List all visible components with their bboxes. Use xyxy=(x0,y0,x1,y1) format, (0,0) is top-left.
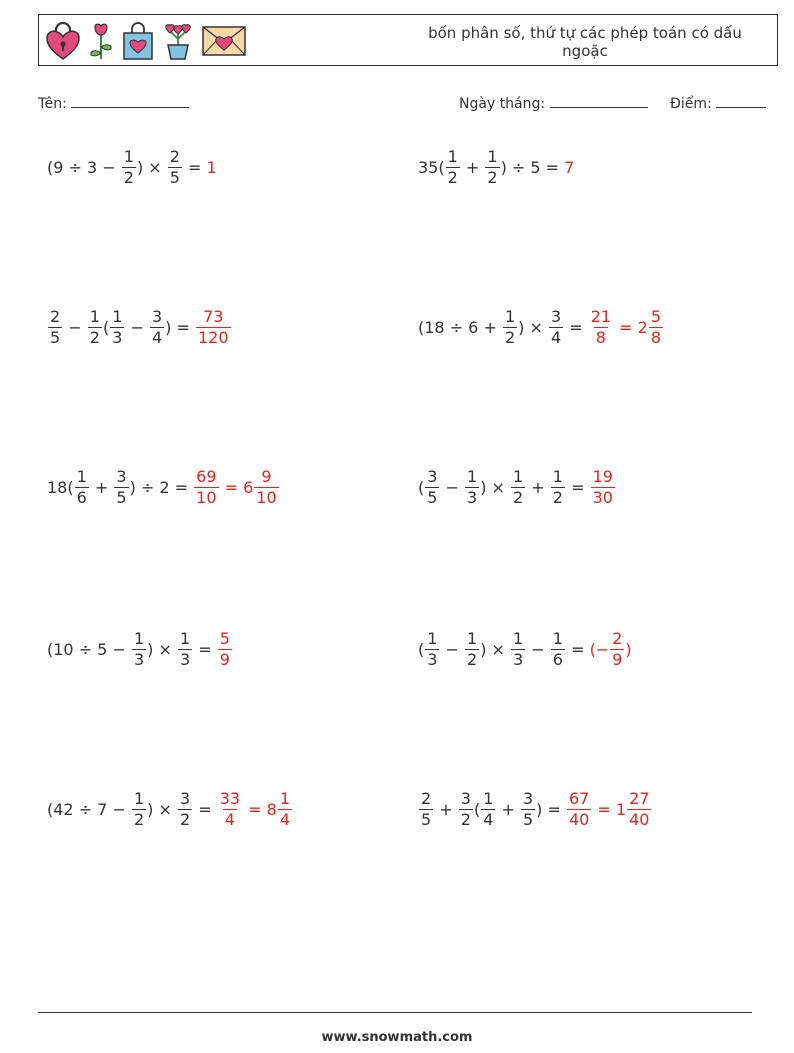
fraction xyxy=(278,789,292,830)
numerator: 19 xyxy=(592,467,613,486)
fraction xyxy=(75,467,89,508)
fraction xyxy=(254,467,278,508)
denominator: 6 xyxy=(552,650,563,669)
numerator: 2 xyxy=(421,789,432,808)
fraction xyxy=(122,147,136,188)
fraction xyxy=(521,789,535,830)
numerator: 3 xyxy=(179,789,191,808)
answer-text: = 2 xyxy=(614,318,648,337)
expression-text: ( xyxy=(418,640,425,659)
denominator: 6 xyxy=(76,488,87,507)
numerator: 5 xyxy=(650,307,662,326)
fraction xyxy=(591,467,615,508)
fraction xyxy=(511,467,525,508)
answer-text: = 8 xyxy=(243,800,277,819)
expression-text: ) = xyxy=(165,318,195,337)
fraction xyxy=(178,789,192,830)
denominator: 2 xyxy=(552,488,563,507)
numerator: 1 xyxy=(89,307,100,326)
denominator: 2 xyxy=(179,810,191,829)
expression-text: ( xyxy=(418,478,425,497)
heart-flowerpot-icon xyxy=(161,21,195,61)
expression-text: − xyxy=(125,318,149,337)
denominator: 9 xyxy=(219,650,230,669)
problem-3 xyxy=(47,307,232,348)
footer-divider xyxy=(38,1012,752,1013)
numerator: 67 xyxy=(568,789,590,808)
fraction xyxy=(218,789,242,830)
worksheet-header xyxy=(38,14,778,66)
fraction xyxy=(459,789,473,830)
date-blank[interactable] xyxy=(550,93,648,108)
fraction xyxy=(549,307,563,348)
fraction xyxy=(114,467,128,508)
denominator: 5 xyxy=(427,488,438,507)
gift-bag-icon xyxy=(121,21,155,61)
numerator: 3 xyxy=(522,789,534,808)
problem-10 xyxy=(418,789,652,830)
denominator: 5 xyxy=(50,328,61,347)
expression-text: ( xyxy=(102,318,110,337)
expression-text: = xyxy=(565,640,590,659)
fraction xyxy=(610,629,624,670)
problem-2 xyxy=(418,147,574,188)
problem-8 xyxy=(418,629,632,670)
answer-text: 1 xyxy=(206,158,217,177)
fraction xyxy=(88,307,102,348)
expression-text: ) × xyxy=(136,158,167,177)
numerator: 3 xyxy=(460,789,471,808)
denominator: 2 xyxy=(447,168,458,187)
expression-text: = xyxy=(193,640,217,659)
expression-text: ) × xyxy=(147,640,177,659)
expression-text: ) ÷ 5 = xyxy=(500,158,565,177)
fraction xyxy=(178,629,192,670)
expression-text: + xyxy=(460,158,485,177)
love-letter-icon xyxy=(201,23,247,59)
denominator: 5 xyxy=(421,810,432,829)
denominator: 2 xyxy=(467,650,478,669)
denominator: 8 xyxy=(595,328,606,347)
numerator: 1 xyxy=(487,147,498,166)
denominator: 10 xyxy=(196,488,217,507)
expression-text: ) ÷ 2 = xyxy=(129,478,194,497)
problem-1 xyxy=(47,147,217,188)
numerator: 27 xyxy=(629,789,650,808)
numerator: 2 xyxy=(169,147,180,166)
denominator: 4 xyxy=(483,810,494,829)
numerator: 69 xyxy=(196,467,217,486)
fraction xyxy=(419,789,433,830)
expression-text: = xyxy=(564,318,588,337)
fraction xyxy=(218,629,232,670)
numerator: 3 xyxy=(151,307,163,326)
expression-text: 35( xyxy=(418,158,445,177)
expression-text: = xyxy=(182,158,207,177)
expression-text: (10 ÷ 5 − xyxy=(47,640,131,659)
expression-text: + xyxy=(434,800,458,819)
expression-text: ) × xyxy=(147,800,177,819)
problem-9 xyxy=(47,789,293,830)
fraction xyxy=(551,629,565,670)
denominator: 3 xyxy=(179,650,191,669)
numerator: 5 xyxy=(219,629,230,648)
expression-text: ( xyxy=(473,800,481,819)
denominator: 2 xyxy=(504,328,516,347)
denominator: 2 xyxy=(133,810,145,829)
fraction xyxy=(150,307,164,348)
numerator: 2 xyxy=(612,629,623,648)
denominator: 8 xyxy=(650,328,662,347)
expression-text: − xyxy=(440,478,465,497)
numerator: 33 xyxy=(219,789,241,808)
denominator: 4 xyxy=(550,328,562,347)
numerator: 3 xyxy=(116,467,127,486)
denominator: 2 xyxy=(123,168,134,187)
score-blank[interactable] xyxy=(716,93,766,108)
numerator: 1 xyxy=(112,307,123,326)
score-label: Điểm: xyxy=(670,96,712,112)
problem-4 xyxy=(418,307,664,348)
fraction xyxy=(446,147,460,188)
fraction xyxy=(48,307,62,348)
denominator: 120 xyxy=(197,328,229,347)
numerator: 1 xyxy=(467,467,478,486)
expression-text: ) × xyxy=(480,640,511,659)
numerator: 9 xyxy=(261,467,272,486)
fraction xyxy=(627,789,651,830)
numerator: 1 xyxy=(427,629,438,648)
denominator: 2 xyxy=(460,810,471,829)
numerator: 1 xyxy=(179,629,191,648)
name-label: Tên: xyxy=(38,96,67,112)
denominator: 40 xyxy=(568,810,590,829)
numerator: 3 xyxy=(427,467,438,486)
problem-5 xyxy=(47,467,280,508)
expression-text: = xyxy=(565,478,590,497)
fraction xyxy=(465,629,479,670)
denominator: 3 xyxy=(467,488,478,507)
problem-7 xyxy=(47,629,233,670)
name-blank[interactable] xyxy=(71,93,189,108)
numerator: 1 xyxy=(483,789,494,808)
denominator: 2 xyxy=(513,488,524,507)
answer-text: (− xyxy=(589,640,610,659)
expression-text: 18( xyxy=(47,478,74,497)
numerator: 1 xyxy=(513,629,524,648)
numerator: 1 xyxy=(552,629,563,648)
denominator: 3 xyxy=(513,650,524,669)
fraction xyxy=(649,307,663,348)
expression-text: + xyxy=(526,478,550,497)
numerator: 1 xyxy=(133,629,145,648)
denominator: 40 xyxy=(629,810,650,829)
fraction xyxy=(194,467,218,508)
numerator: 73 xyxy=(203,307,224,326)
fraction xyxy=(503,307,517,348)
expression-text: + xyxy=(89,478,114,497)
numerator: 1 xyxy=(467,629,478,648)
answer-text: 7 xyxy=(564,158,575,177)
fraction xyxy=(110,307,124,348)
answer-text: = 6 xyxy=(219,478,254,497)
numerator: 1 xyxy=(552,467,563,486)
header-icons xyxy=(45,19,247,63)
denominator: 2 xyxy=(487,168,498,187)
numerator: 1 xyxy=(279,789,291,808)
answer-text: = 1 xyxy=(592,800,627,819)
fraction xyxy=(567,789,591,830)
fraction xyxy=(196,307,231,348)
fraction xyxy=(132,789,146,830)
denominator: 30 xyxy=(592,488,613,507)
numerator: 1 xyxy=(76,467,87,486)
numerator: 1 xyxy=(513,467,524,486)
expression-text: ) × xyxy=(480,478,511,497)
denominator: 5 xyxy=(169,168,180,187)
expression-text: − xyxy=(526,640,550,659)
footer-url[interactable]: www.snowmath.com xyxy=(321,1030,473,1045)
name-field[interactable] xyxy=(38,93,189,112)
worksheet-title: bốn phân số, thứ tự các phép toán có dấu ngoặc xyxy=(428,24,742,60)
numerator: 1 xyxy=(123,147,134,166)
fraction xyxy=(132,629,146,670)
numerator: 1 xyxy=(133,789,145,808)
date-label: Ngày tháng: xyxy=(459,96,546,112)
denominator: 3 xyxy=(133,650,145,669)
fraction xyxy=(551,467,565,508)
denominator: 2 xyxy=(89,328,100,347)
fraction xyxy=(465,467,479,508)
denominator: 3 xyxy=(427,650,438,669)
fraction xyxy=(511,629,525,670)
expression-text: (18 ÷ 6 + xyxy=(418,318,502,337)
denominator: 3 xyxy=(112,328,123,347)
date-field[interactable] xyxy=(459,93,648,112)
fraction xyxy=(425,629,439,670)
score-field[interactable] xyxy=(670,93,766,112)
expression-text: − xyxy=(440,640,465,659)
expression-text: ) × xyxy=(518,318,548,337)
denominator: 9 xyxy=(612,650,623,669)
rose-icon xyxy=(87,21,115,61)
fraction xyxy=(485,147,499,188)
denominator: 4 xyxy=(279,810,291,829)
denominator: 5 xyxy=(522,810,534,829)
fraction xyxy=(425,467,439,508)
heart-lock-icon xyxy=(45,21,81,61)
fraction xyxy=(589,307,613,348)
numerator: 1 xyxy=(447,147,458,166)
denominator: 4 xyxy=(224,810,235,829)
denominator: 10 xyxy=(256,488,277,507)
fraction xyxy=(481,789,495,830)
expression-text: (42 ÷ 7 − xyxy=(47,800,131,819)
denominator: 5 xyxy=(116,488,127,507)
expression-text: ) = xyxy=(536,800,566,819)
numerator: 1 xyxy=(504,307,516,326)
fraction xyxy=(168,147,182,188)
numerator: 2 xyxy=(50,307,61,326)
numerator: 21 xyxy=(590,307,612,326)
problem-6 xyxy=(418,467,616,508)
denominator: 4 xyxy=(151,328,163,347)
numerator: 3 xyxy=(550,307,562,326)
expression-text: (9 ÷ 3 − xyxy=(47,158,121,177)
expression-text: − xyxy=(63,318,87,337)
answer-text: ) xyxy=(625,640,632,659)
expression-text: + xyxy=(496,800,520,819)
expression-text: = xyxy=(193,800,217,819)
